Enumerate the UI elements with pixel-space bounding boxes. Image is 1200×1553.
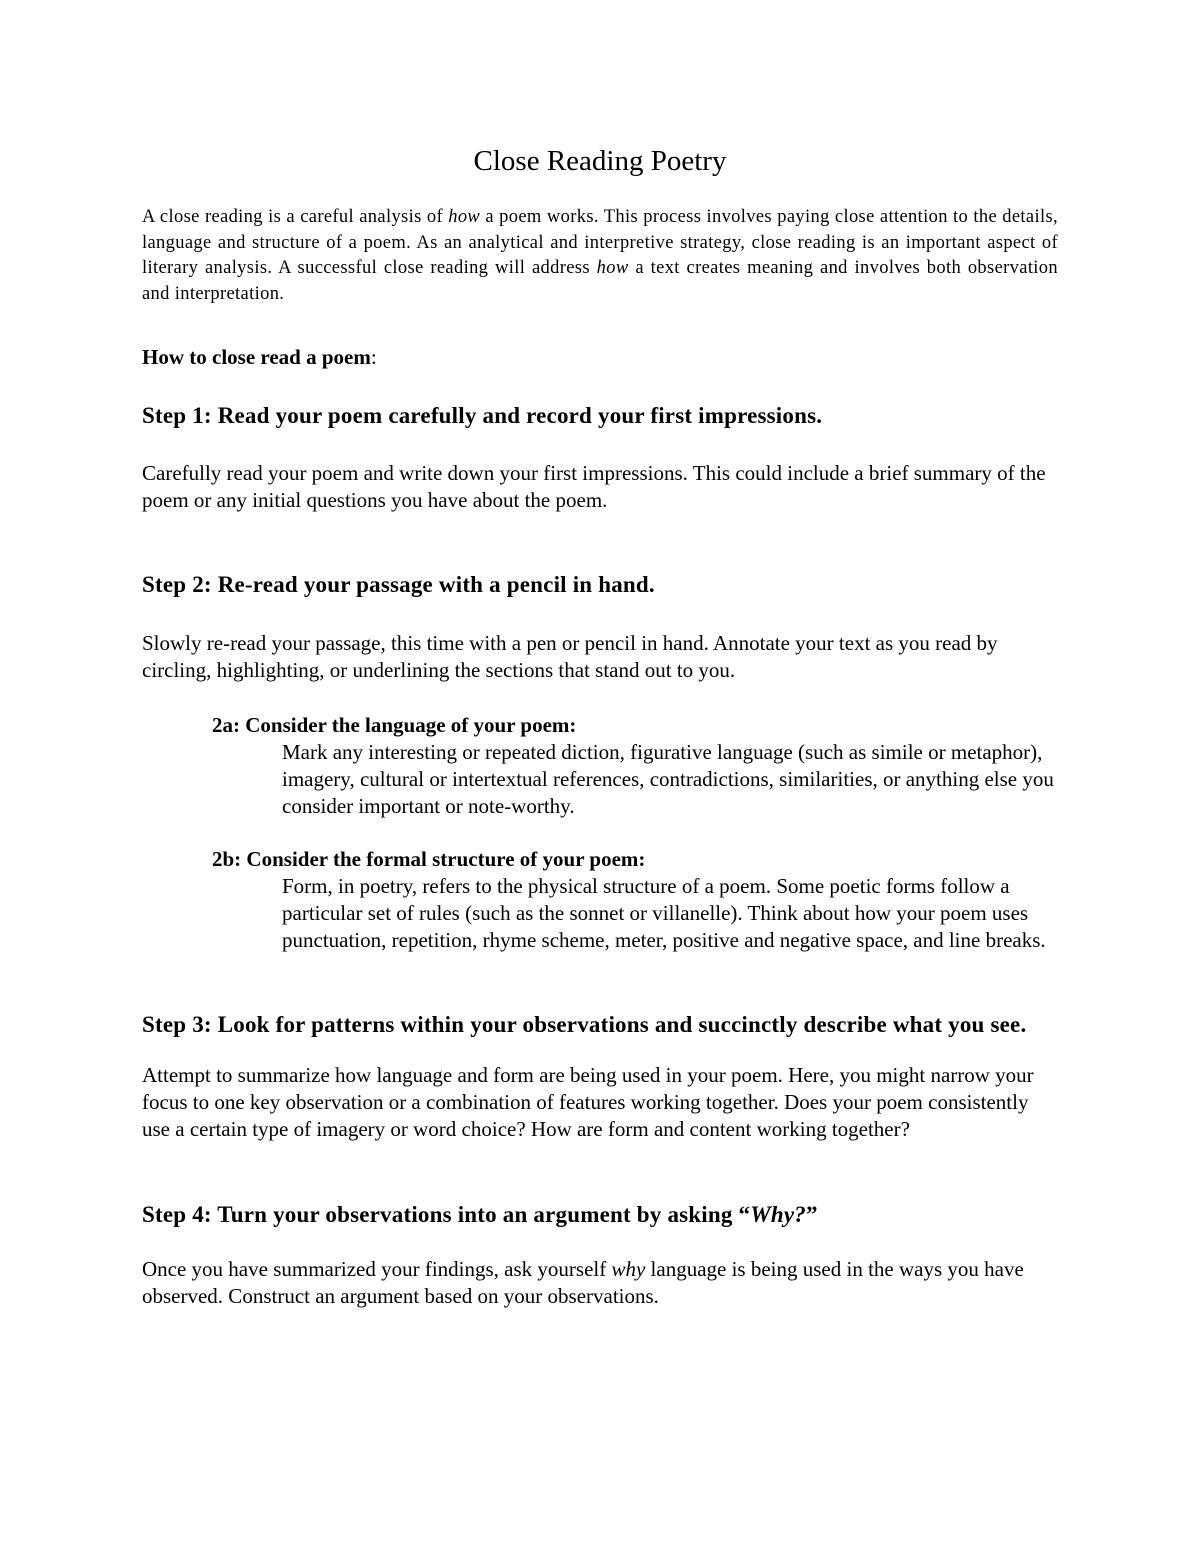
step-2a-block xyxy=(212,712,1058,820)
howto-heading xyxy=(142,343,1058,371)
step-4-body-text-1: Once you have summarized your findings, ask yourself xyxy=(142,1257,612,1281)
step-2-body: Slowly re-read your passage, this time with a pen or pencil in hand. Annotate your text as you read by circling, highlighting, or underlining the sections that stand out to you. xyxy=(142,631,998,682)
intro-paragraph xyxy=(142,205,1058,307)
step-4-heading-text-1: Step 4: Turn your observations into an argument by asking “ xyxy=(142,1202,751,1227)
step-4-heading xyxy=(142,1198,1058,1232)
step-1-section xyxy=(142,399,1058,514)
step-2a-body: Mark any interesting or repeated diction, figurative language (such as simile or metaphor), imagery, cultural or intertextual references, contradictions, similarities, or anything else you consider important or note-worthy. xyxy=(282,740,1054,818)
step-4-heading-text-2: ” xyxy=(805,1202,818,1227)
intro-text-3: a text creates meaning and involves both observation and interpretation. xyxy=(142,258,1058,304)
howto-heading-text: How to close read a poem xyxy=(142,345,371,369)
intro-emphasis-1: how xyxy=(448,207,481,227)
step-3-heading: Step 3: Look for patterns within your observations and succinctly describe what you see. xyxy=(142,1012,1027,1037)
howto-heading-colon: : xyxy=(370,345,377,369)
step-4-heading-emphasis: Why? xyxy=(750,1202,806,1227)
step-4-body xyxy=(142,1256,1058,1310)
step-2a-heading: 2a: Consider the language of your poem: xyxy=(212,713,577,737)
step-2-section xyxy=(142,568,1058,954)
step-3-section xyxy=(142,1008,1058,1143)
step-4-body-emphasis: why xyxy=(611,1257,646,1281)
step-4-body-text-2: language is being used in the ways you have observed. Construct an argument based on your observations. xyxy=(142,1257,1024,1308)
step-1-heading: Step 1: Read your poem carefully and record your first impressions. xyxy=(142,403,823,428)
step-3-body: Attempt to summarize how language and form are being used in your poem. Here, you might narrow your focus to one key observation or a combination of features working together. Does your poem consistently use a certain type of imagery or word choice? How are form and content working together? xyxy=(142,1063,1034,1141)
step-2-heading: Step 2: Re-read your passage with a pencil in hand. xyxy=(142,572,655,597)
step-2b-block xyxy=(212,846,1058,954)
step-2b-body: Form, in poetry, refers to the physical structure of a poem. Some poetic forms follow a particular set of rules (such as the sonnet or villanelle). Think about how your poem uses punctuation, repetition, rhyme scheme, meter, positive and negative space, and line breaks. xyxy=(282,874,1046,952)
intro-text-1: A close reading is a careful analysis of xyxy=(142,207,449,227)
intro-text-2: a poem works. This process involves paying close attention to the details, language and structure of a poem. As an analytical and interpretive strategy, close reading is an important aspect of literary analysis. A successful close reading will address xyxy=(142,207,1058,278)
intro-emphasis-2: how xyxy=(596,258,629,278)
step-1-body: Carefully read your poem and write down your first impressions. This could include a brief summary of the poem or any initial questions you have about the poem. xyxy=(142,461,1046,512)
step-4-section xyxy=(142,1198,1058,1310)
document-title: Close Reading Poetry xyxy=(473,145,727,177)
step-2b-heading: 2b: Consider the formal structure of your poem: xyxy=(212,847,646,871)
